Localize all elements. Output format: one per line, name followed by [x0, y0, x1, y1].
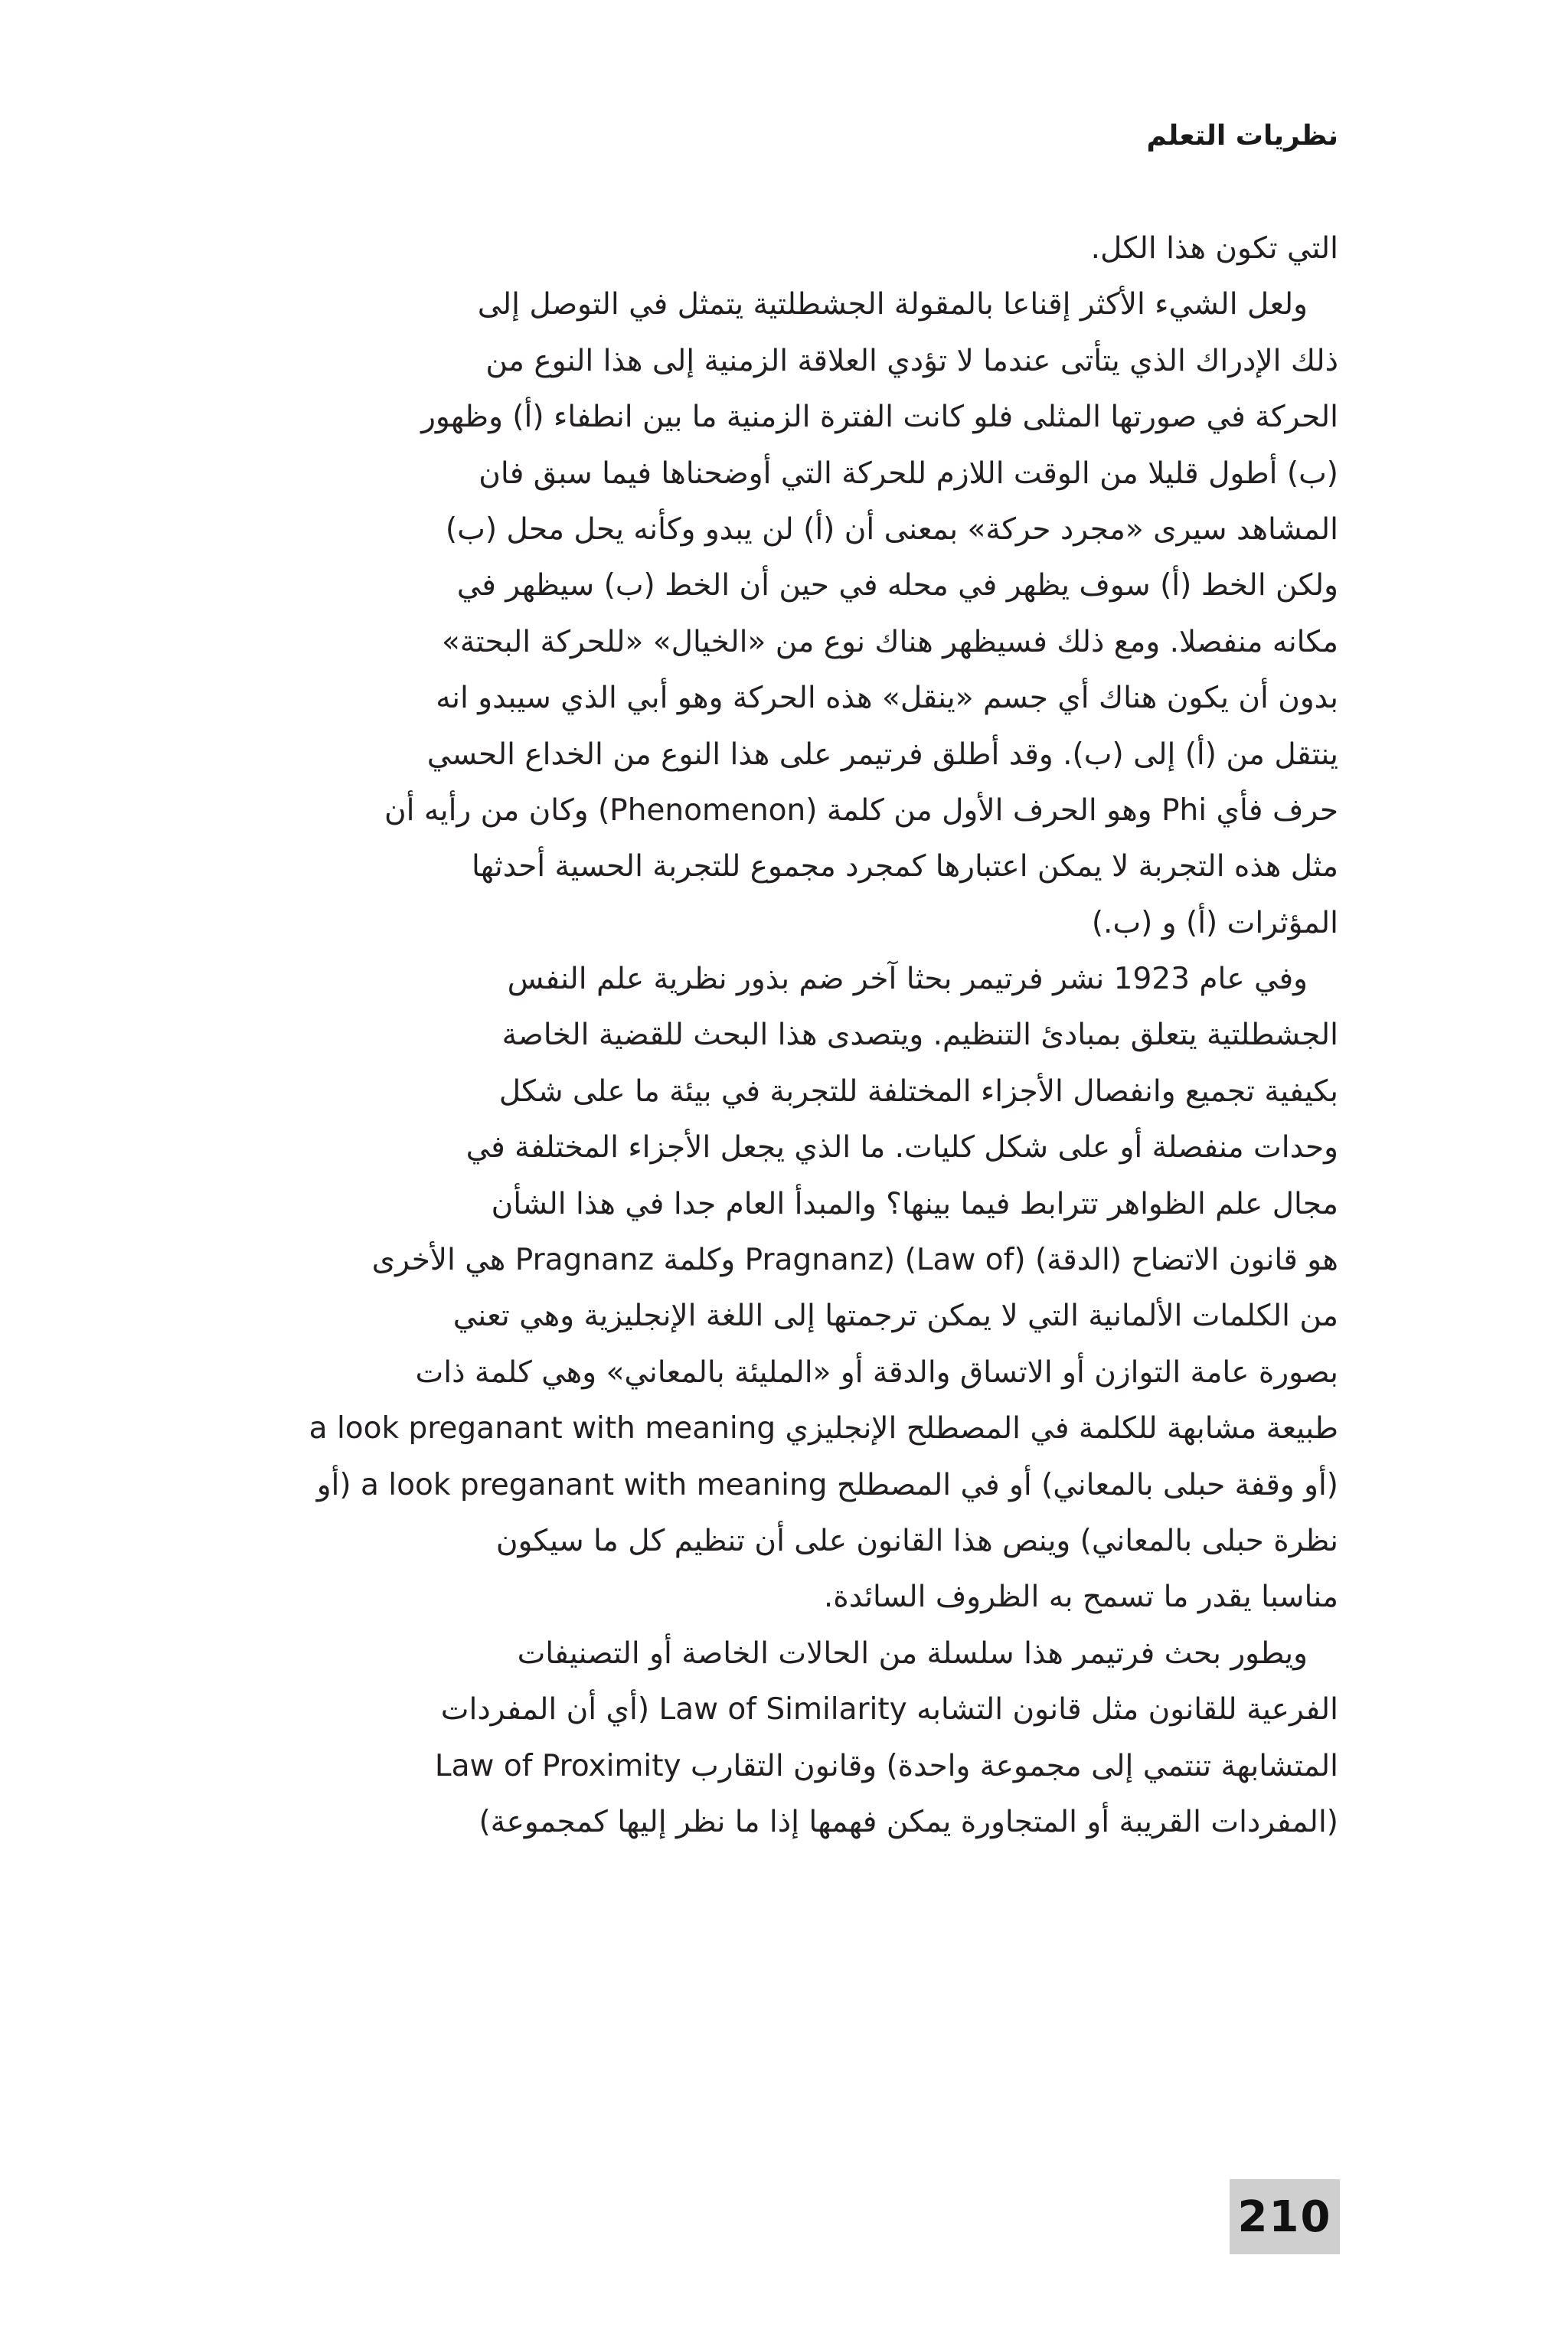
text-line: بدون أن يكون هناك أي جسم «ينقل» هذه الحركة وهو أبي الذي سيبدو انه [436, 681, 1338, 716]
text-line: نظرة حبلى بالمعاني) وينص هذا القانون على أن تنظيم كل ما سيكون [495, 1523, 1338, 1558]
text-line: الفرعية للقانون مثل قانون التشابه Law of Similarity (أي أن المفردات [440, 1692, 1338, 1727]
text-line: مناسبا يقدر ما تسمح به الظروف السائدة. [823, 1580, 1338, 1615]
text-line: بكيفية تجميع وانفصال الأجزاء المختلفة للتجربة في بيئة ما على شكل [498, 1074, 1338, 1109]
text-line: ينتقل من (أ) إلى (ب). وقد أطلق فرتيمر على هذا النوع من الخداع الحسي [426, 737, 1338, 772]
text-line: مثل هذه التجربة لا يمكن اعتبارها كمجرد مجموع للتجربة الحسية أحدثها [472, 849, 1338, 884]
text-line: ذلك الإدراك الذي يتأتى عندما لا تؤدي العلاقة الزمنية إلى هذا النوع من [485, 343, 1338, 378]
text-line: (المفردات القريبة أو المتجاورة يمكن فهمها إذا ما نظر إليها كمجموعة) [479, 1804, 1338, 1839]
text-line: الجشطلتية يتعلق بمبادئ التنظيم. ويتصدى هذا البحث للقضية الخاصة [501, 1018, 1338, 1053]
text-line: المؤثرات (أ) و (ب.) [1091, 905, 1338, 940]
body-text [228, 221, 1338, 1850]
text-line: بصورة عامة التوازن أو الاتساق والدقة أو «المليئة بالمعاني» وهي كلمة ذات [415, 1355, 1338, 1390]
text-line: المشاهد سيرى «مجرد حركة» بمعنى أن (أ) لن يبدو وكأنه يحل محل (ب) [445, 512, 1338, 547]
text-line: ولعل الشيء الأكثر إقناعا بالمقولة الجشطلتية يتمثل في التوصل إلى [477, 287, 1308, 322]
text-line: (ب) أطول قليلا من الوقت اللازم للحركة التي أوضحناها فيما سبق فان [479, 456, 1338, 491]
text-line: المتشابهة تنتمي إلى مجموعة واحدة) وقانون التقارب Law of Proximity [434, 1748, 1338, 1783]
text-line: التي تكون هذا الكل. [1090, 231, 1338, 266]
text-line: وحدات منفصلة أو على شكل كليات. ما الذي يجعل الأجزاء المختلفة في [466, 1130, 1338, 1165]
page-number: 210 [1237, 2191, 1332, 2242]
text-line: حرف فأي Phi وهو الحرف الأول من كلمة (Phenomenon) وكان من رأيه أن [384, 793, 1338, 828]
text-line: (أو وقفة حبلى بالمعاني) أو في المصطلح a look preganant with meaning (أو [316, 1467, 1338, 1502]
text-line: ولكن الخط (أ) سوف يظهر في محله في حين أن الخط (ب) سيظهر في [456, 568, 1338, 603]
page-number-box [1230, 2179, 1340, 2254]
text-line: الحركة في صورتها المثلى فلو كانت الفترة الزمنية ما بين انطفاء (أ) وظهور [421, 400, 1338, 435]
text-line: هو قانون الاتضاح (الدقة) (Law of) (Pragnanz وكلمة Pragnanz هي الأخرى [371, 1243, 1338, 1278]
text-line: ويطور بحث فرتيمر هذا سلسلة من الحالات الخاصة أو التصنيفات [517, 1636, 1308, 1671]
running-header: نظريات التعلم [1146, 120, 1338, 152]
text-line: مجال علم الظواهر تترابط فيما بينها؟ والمبدأ العام جدا في هذا الشأن [491, 1186, 1338, 1221]
text-line: مكانه منفصلا. ومع ذلك فسيظهر هناك نوع من «الخيال» «للحركة البحتة» [441, 624, 1338, 659]
text-line: وفي عام 1923 نشر فرتيمر بحثا آخر ضم بذور نظرية علم النفس [507, 962, 1308, 997]
text-line: من الكلمات الألمانية التي لا يمكن ترجمتها إلى اللغة الإنجليزية وهي تعني [452, 1299, 1338, 1334]
text-line: طبيعة مشابهة للكلمة في المصطلح الإنجليزي a look preganant with meaning [309, 1411, 1338, 1446]
